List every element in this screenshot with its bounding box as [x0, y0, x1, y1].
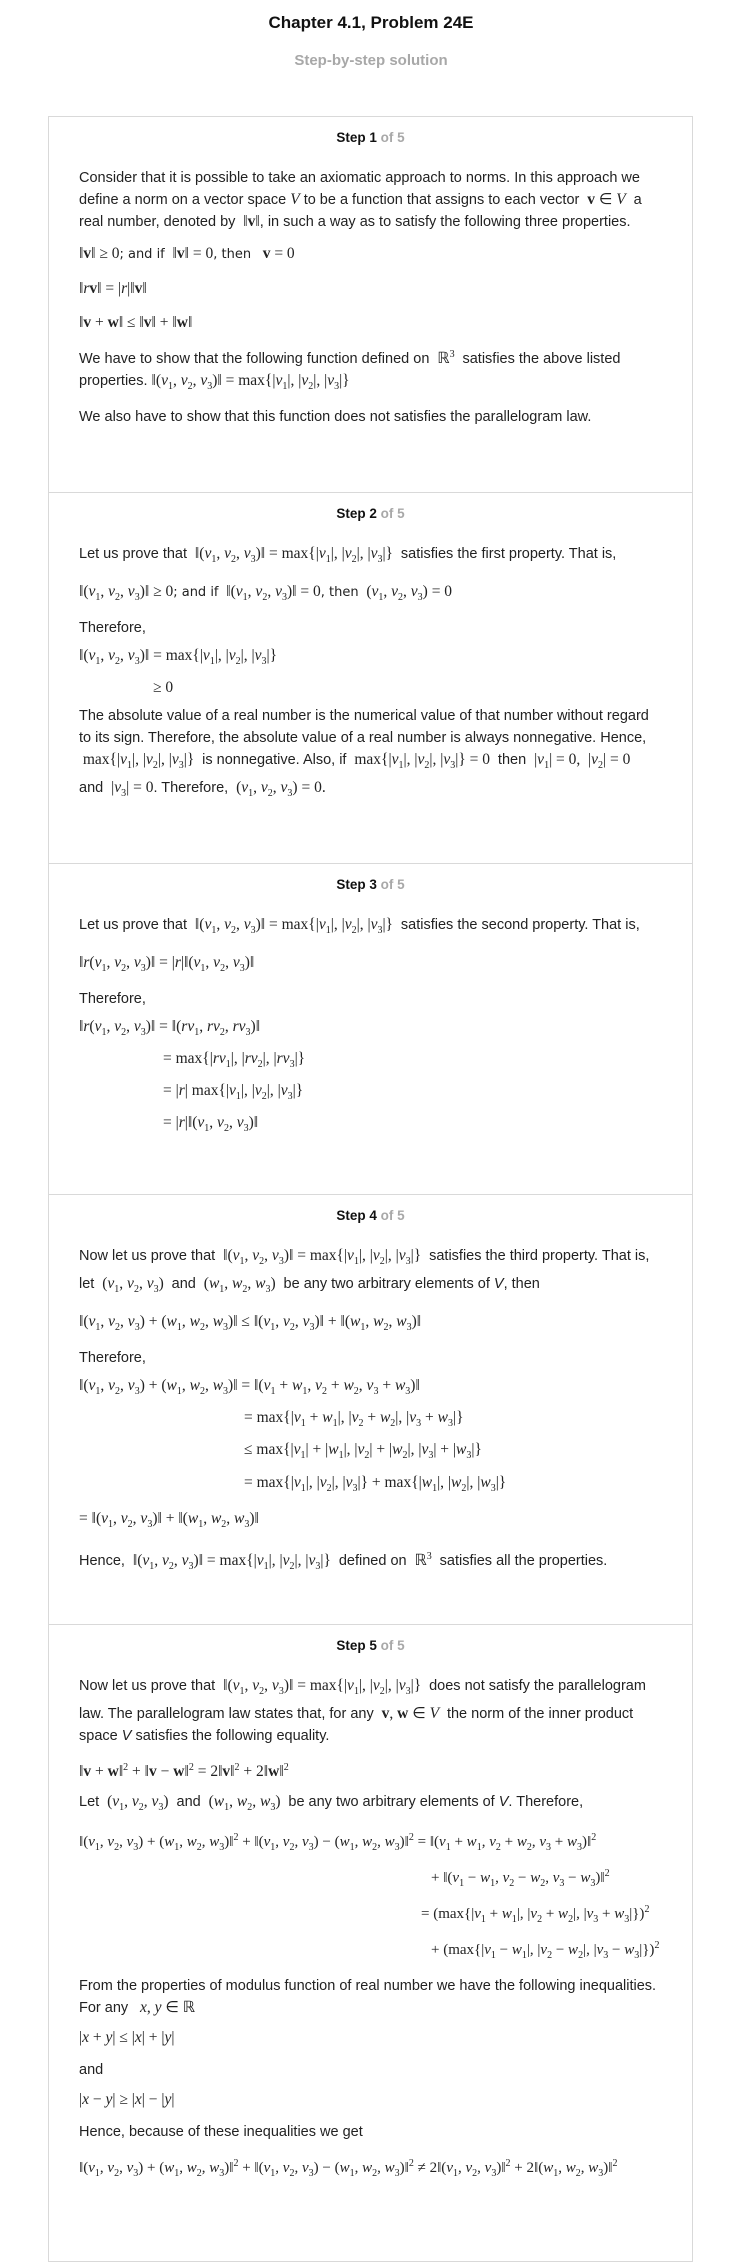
math: $|v_1| = 0$, $|v_2| = 0$	[530, 751, 635, 772]
text: ; and if	[119, 247, 165, 262]
equation: $‖(v_1$, $v_2$, $v_3) + (w_1$, $w_2$, $w_3)‖$ = $‖(v_1 + w_1$, $v_2 + w_2$, $v_3$ + $w_3)‖$	[79, 1377, 420, 1398]
text: be any two arbitrary elements of	[283, 1276, 490, 1293]
math: ℝ$^3$	[433, 349, 455, 368]
step-1-paragraph-2	[79, 344, 662, 398]
therefore-label: Therefore,	[79, 620, 146, 637]
and-label: and	[79, 2062, 104, 2079]
math: x, y ∈ ℝ	[139, 1999, 196, 2017]
step-1-header	[49, 117, 692, 145]
math: $‖(v_1$, $v_2$, $v_3)‖ = \max\{|v_1|$, $|v_2|$, $|v_3|$}	[191, 545, 397, 566]
step-3-label: Step 3	[336, 877, 377, 892]
text: then	[497, 752, 527, 769]
step-2-paragraph	[79, 543, 662, 571]
step-4-label: Step 4	[336, 1208, 377, 1223]
text: For any	[79, 2000, 129, 2017]
step-1-content	[49, 145, 692, 428]
text: Let us prove that	[79, 546, 188, 562]
step-4-content	[49, 1223, 692, 1578]
page-subtitle: Step-by-step solution	[294, 52, 448, 69]
step-1-label: Step 1	[336, 130, 377, 145]
step-4-header	[49, 1195, 692, 1223]
therefore-label: Therefore,	[79, 991, 146, 1008]
step-1-paragraph-3: We also have to show that this function does not satisfies the parallelogram law.	[79, 409, 592, 426]
text: a real number, denoted by	[79, 192, 642, 230]
step-4-paragraph	[79, 1245, 662, 1301]
equation: = |r| $\max\{|v_1|$, $|v_2|$, $|v_3|$}	[163, 1082, 304, 1103]
property-2: ‖rv‖ = |r|‖v‖	[79, 280, 147, 297]
reverse-inequality: |x − y| ≥ |x| − |y|	[79, 2091, 175, 2109]
math: $‖(v_1$, $v_2$, $v_3)‖ = \max\{|v_1|$, $|v_2|$, $|v_3|$}	[128, 1551, 335, 1572]
equation: = $\max\{|v_1 + w_1|$, $|v_2 + w_2|$, $|v_3 + w_3|$}	[244, 1409, 464, 1430]
math: V	[493, 1276, 504, 1293]
text: and	[79, 780, 104, 797]
step-2-label: Step 2	[336, 506, 377, 521]
equation: $‖r(v_1$, $v_2$, $v_3)‖$ = $‖(rv_1$, $rv_2$, $rv_3)‖$	[79, 1018, 261, 1039]
math: ℝ$^3$	[410, 1550, 432, 1569]
text: We have to show that the following function defined on	[79, 351, 430, 368]
text: and	[171, 1276, 196, 1293]
math: $‖(v_1$, $v_2$, $v_3)‖ = \max\{|v_1|$, $|v_2|$, $|v_3|$}	[191, 916, 397, 937]
math: V	[498, 1794, 509, 1811]
text: ; and if	[173, 585, 219, 601]
text: be any two arbitrary elements of	[288, 1794, 495, 1811]
equation: ≥ 0	[153, 679, 174, 697]
text: satisfies the following equality.	[135, 1728, 330, 1745]
equation: = $\max\{|rv_1|$, $|rv_2|$, $|rv_3|$}	[163, 1050, 306, 1071]
text: is nonnegative. Also, if	[202, 752, 347, 769]
step-5-count: of 5	[380, 1638, 405, 1653]
text: . Therefore,	[153, 780, 229, 797]
step-2-header	[49, 493, 692, 521]
parallelogram-law: ‖v + w‖$^2$ + ‖v − w‖$^2$ = 2‖v‖$^2$ + 2‖w‖$^2$	[79, 1762, 289, 1781]
math: $‖(v_1$, $v_2$, $v_3)‖ = \max\{|v_1|$, $|v_2|$, $|v_3|$}	[151, 372, 350, 393]
math: ($v_1$, $v_2$, $v_3$)	[98, 1275, 168, 1296]
text: the norm of the inner product space	[79, 1706, 634, 1745]
equation: + $‖(v_1 - w_1$, $v_2 - w_2$, $v_3$ − $w_3)‖^2$	[431, 1868, 610, 1890]
step-2	[49, 492, 692, 863]
math: $\max\{|v_1|$, $|v_2|$, $|v_3|\} = 0$	[350, 751, 494, 772]
step-5-header	[49, 1625, 692, 1653]
math: $|v_3| = 0$	[107, 779, 154, 800]
solution-card	[48, 116, 693, 2262]
property-3: ‖v + w‖ ≤ ‖v‖ + ‖w‖	[79, 314, 193, 331]
step-4	[49, 1194, 692, 1624]
math: ($w_1$, $w_2$, $w_3$)	[199, 1275, 280, 1296]
conclusion-equation: $‖(v_1$, $v_2$, $v_3) + (w_1$, $w_2$, $w_3)‖^2$ + $‖(v_1$, $v_2$, $v_3) - (w_1$, $w_2$, $w_3)‖^2$ ≠ $2‖(v_1$, $v_2$, $v_3)‖^2$ + $2‖(w_1$, $w_2$, $w_3)‖^2$	[79, 2158, 618, 2180]
text: does not satisfy the parallelogram law. The parallelogram law states that, for any	[79, 1678, 646, 1723]
step-5	[49, 1624, 692, 2261]
text: , then	[503, 1276, 540, 1293]
step-5-content	[49, 1653, 692, 2187]
equation: = $‖(v_1$, $v_2$, $v_3)‖$ + $‖(w_1$, $w_2$, $w_3)‖$	[79, 1509, 259, 1530]
first-property-line: $‖(v_1$, $v_2$, $v_3)‖ \ge 0$; and if $‖(v_1$, $v_2$, $v_3)‖ = 0$, then ($v_1$, $v_2$, $v_3) = 0$	[79, 583, 453, 604]
step-4-count: of 5	[380, 1208, 405, 1223]
step-5-label: Step 5	[336, 1638, 377, 1653]
math: v ∈ V	[587, 191, 626, 208]
step-3-content	[49, 892, 692, 1143]
text: satisfies the third property. That is, let	[79, 1248, 650, 1293]
math: V	[121, 1728, 132, 1745]
text: Hence,	[79, 1552, 125, 1569]
step-5-paragraph-4	[79, 1997, 662, 2019]
text: satisfies the above listed properties.	[79, 351, 621, 390]
math: ($w_1$, $w_2$, $w_3$)	[204, 1793, 285, 1814]
equation: = $\max\{|v_1|$, $|v_2|$, $|v_3|\} + \max\{|w_1|$, $|w_2|$, $|w_3|$}	[244, 1473, 507, 1494]
math: V	[290, 191, 300, 208]
step-5-paragraph-3: From the properties of modulus function of real number we have the following inequalities.	[79, 1978, 657, 1995]
property-1: ‖v‖ ≥ 0; and if ‖v‖ = 0, then v = 0	[79, 245, 295, 262]
math: ‖v‖	[239, 213, 260, 230]
equation: $‖(v_1$, $v_2$, $v_3)‖ = \max\{|v_1|$, $|v_2|$, $|v_3|$}	[79, 647, 278, 668]
step-3-count: of 5	[380, 877, 405, 892]
step-1-count: of 5	[380, 130, 405, 145]
step-2-count: of 5	[380, 506, 405, 521]
math: $\max\{|v_1|$, $|v_2|$, $|v_3|$}	[79, 751, 199, 772]
text: Now let us prove that	[79, 1248, 216, 1264]
text: satisfies the first property. That is,	[400, 546, 617, 562]
text: satisfies the second property. That is,	[400, 917, 640, 933]
equation: + ($\max\{|v_1 - w_1|$, $|v_2 - w_2|$, $|v_3 - w_3|\})^2$	[431, 1940, 660, 1962]
math: $‖(v_1$, $v_2$, $v_3)‖ = \max\{|v_1|$, $|v_2|$, $|v_3|$}	[219, 1677, 426, 1698]
text: defined on	[338, 1552, 407, 1569]
text: satisfies all the properties.	[439, 1552, 608, 1569]
step-3	[49, 863, 692, 1194]
third-property-line: $‖(v_1$, $v_2$, $v_3) + (w_1$, $w_2$, $w_3)‖$ ≤ $‖(v_1$, $v_2$, $v_3)‖$ + $‖(w_1$, $w_2$, $w_3)‖$	[79, 1313, 422, 1334]
step-4-paragraph-2	[79, 1546, 662, 1578]
math: v, w ∈ V	[381, 1705, 440, 1723]
equation: = ($\max\{|v_1 + w_1|$, $|v_2 + w_2|$, $|v_3 + w_3|\})^2$	[421, 1904, 650, 1926]
text: Let us prove that	[79, 917, 188, 933]
math: $‖(v_1$, $v_2$, $v_3)‖ = \max\{|v_1|$, $|v_2|$, $|v_3|$}	[219, 1247, 426, 1268]
equation: ≤ $\max\{|v_1| + |w_1|$, $|v_2| + |w_2|$, $|v_3| + |w_3|$}	[244, 1441, 482, 1462]
page-title: Chapter 4.1, Problem 24E	[268, 13, 474, 32]
step-2-content	[49, 521, 692, 805]
equation: $‖(v_1$, $v_2$, $v_3) + (w_1$, $w_2$, $w_3)‖^2$ + $‖(v_1$, $v_2$, $v_3) - (w_1$, $w_2$, $w_3)‖^2$ = $‖(v_1 + w_1$, $v_2 + w_2$, $v_3$ + $w_3)‖^2$	[79, 1832, 597, 1854]
second-property-line: $‖r(v_1$, $v_2$, $v_3)‖$ = $|r|‖(v_1$, $v_2$, $v_3)‖$	[79, 954, 255, 975]
step-5-paragraph-2	[79, 1791, 662, 1819]
text: . Therefore,	[508, 1794, 584, 1811]
text: Now let us prove that	[79, 1678, 216, 1694]
step-3-header	[49, 864, 692, 892]
text: Let	[79, 1794, 100, 1811]
step-2-paragraph-2	[79, 705, 662, 805]
therefore-label: Therefore,	[79, 1350, 146, 1367]
step-1-paragraph	[79, 167, 662, 233]
text: and	[176, 1794, 201, 1811]
equation: = $|r|‖(v_1$, $v_2$, $v_3)‖$	[163, 1114, 259, 1135]
step-3-paragraph	[79, 914, 662, 942]
text: , then	[213, 247, 252, 262]
step-5-paragraph	[79, 1675, 662, 1747]
page-header	[0, 13, 742, 69]
text: to be a function that assigns to each vector	[303, 192, 580, 208]
step-5-paragraph-5: Hence, because of these inequalities we get	[79, 2124, 363, 2141]
text: The absolute value of a real number is the numerical value of that number without regard to its sign. Therefore, the absolute value of a real number is always nonnegative. Hence,	[79, 708, 649, 747]
triangle-inequality: |x + y| ≤ |x| + |y|	[79, 2029, 175, 2047]
math: ($v_1$, $v_2$, $v_3$)	[103, 1793, 173, 1814]
text: , in such a way as to satisfy the following three properties.	[259, 214, 631, 230]
step-1	[49, 117, 692, 492]
text: , then	[320, 585, 359, 601]
text: Consider that it is possible to take an axiomatic approach to norms. In this approach we define a norm on a vector space	[79, 170, 640, 208]
math: ($v_1$, $v_2$, $v_3) = 0$.	[232, 779, 326, 800]
